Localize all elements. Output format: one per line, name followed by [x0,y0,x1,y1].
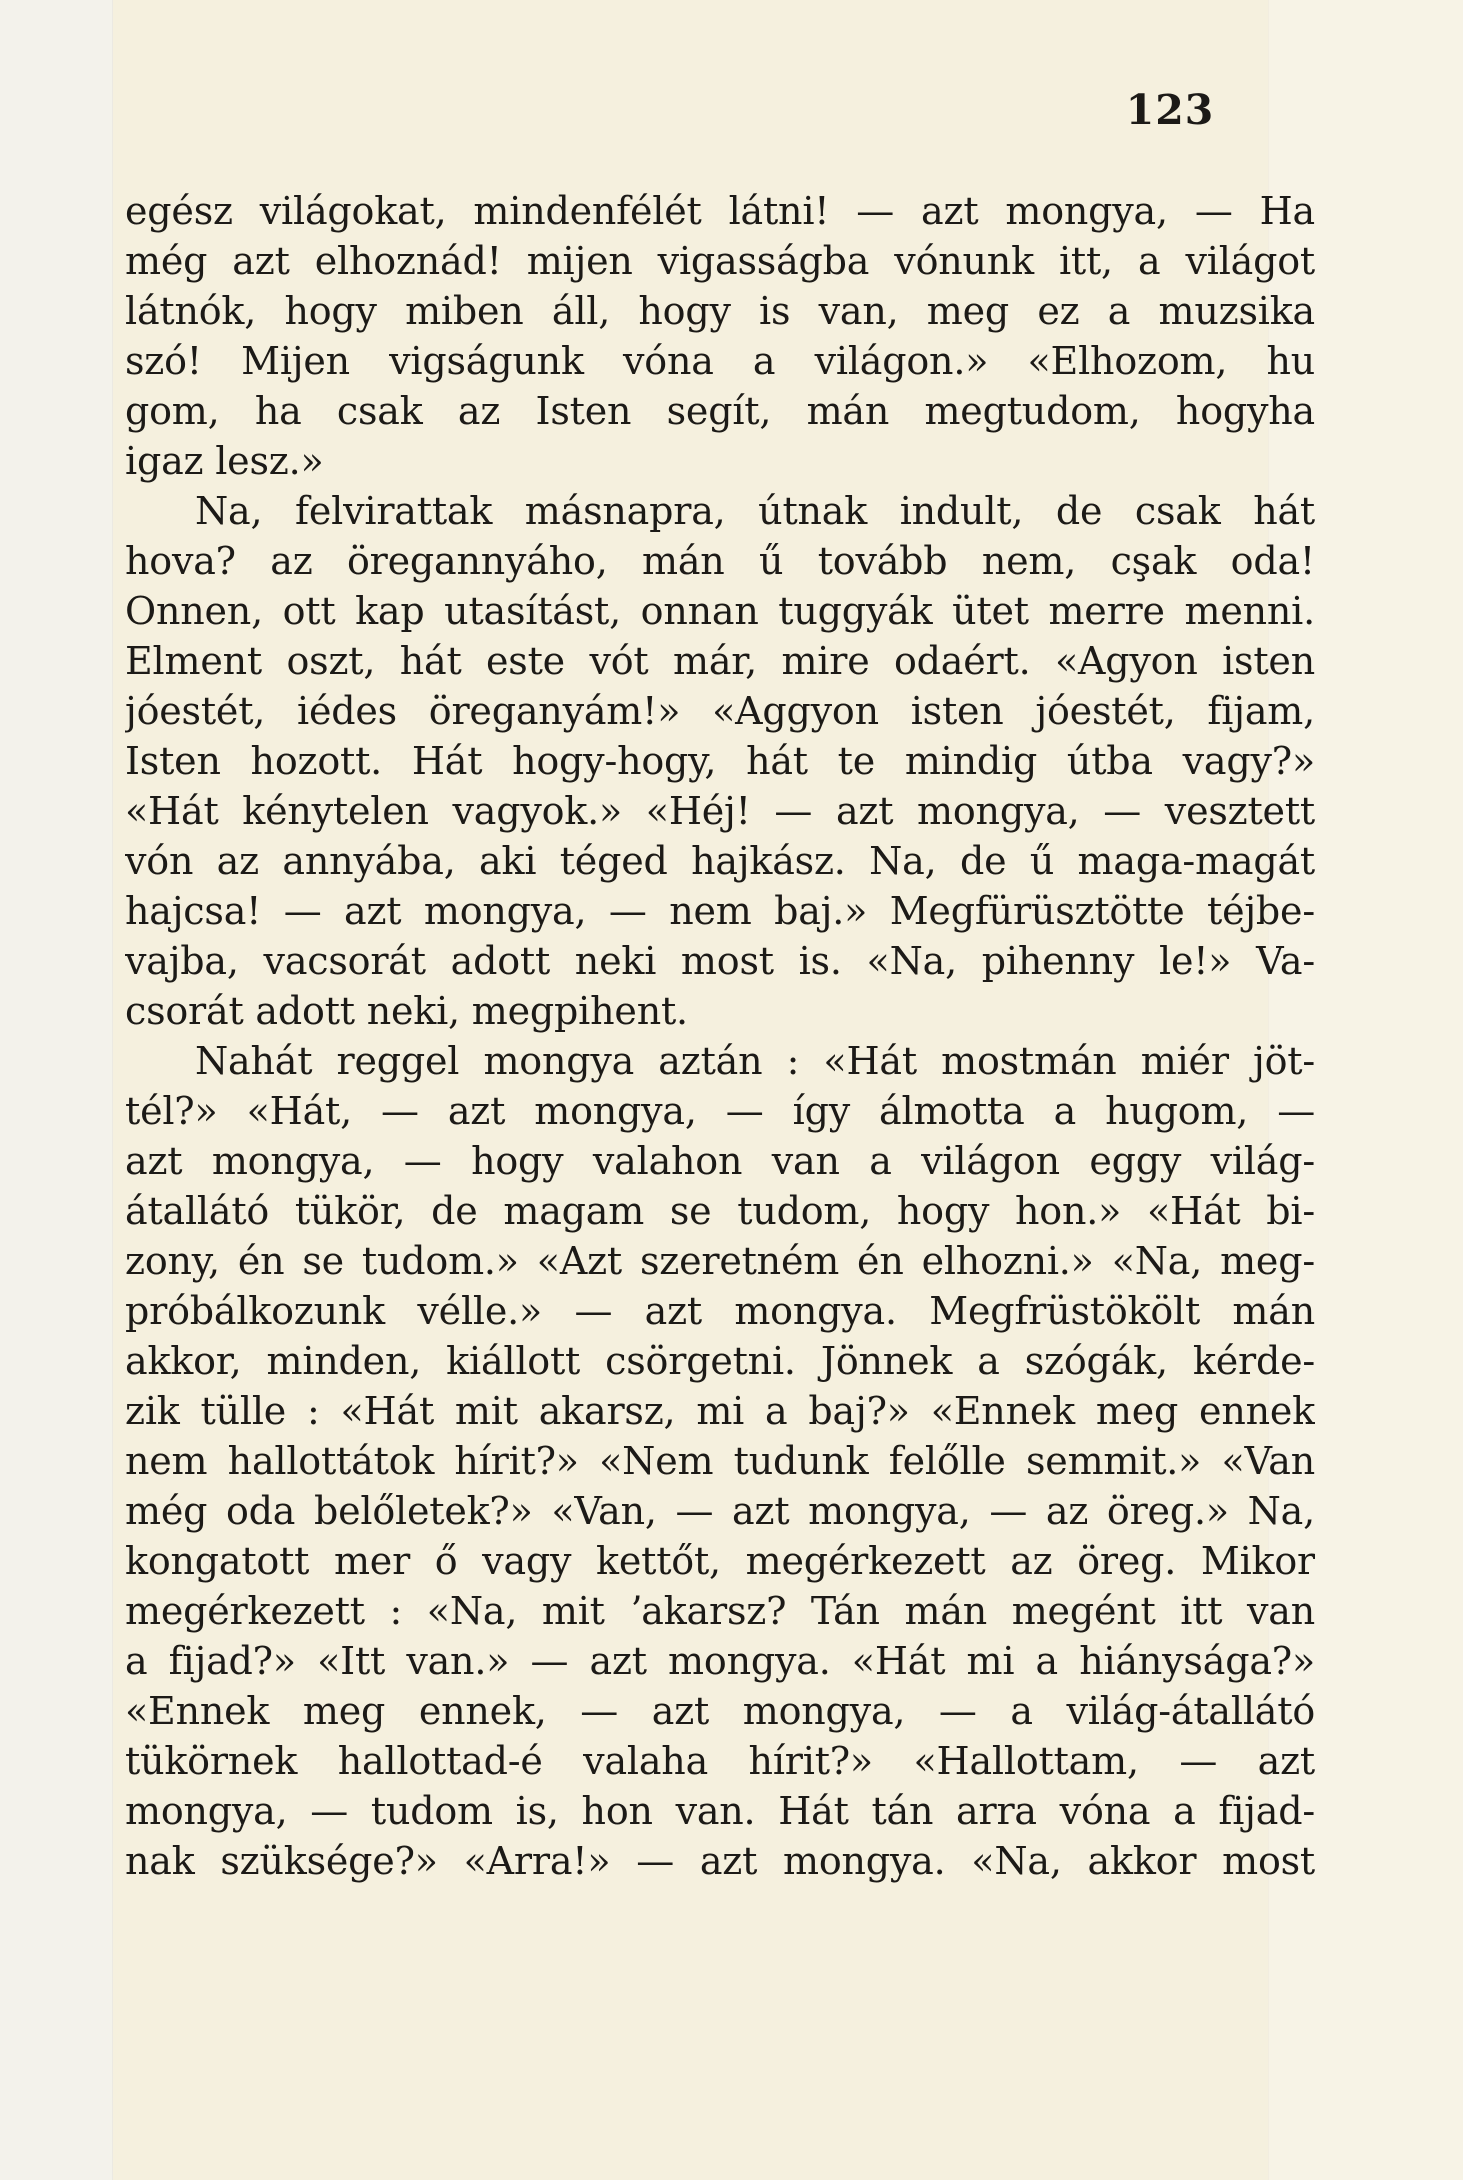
text-line: látnók, hogy miben áll, hogy is van, meg ez a muzsika [125,289,1315,333]
page-number: 123 [1125,86,1215,134]
text-line: igaz lesz.» [125,439,324,483]
text-line: gom, ha csak az Isten segít, mán megtudom, hogyha [125,389,1315,433]
text-line: «Ennek meg ennek, — azt mongya, — a világ-átallátó [125,1689,1315,1733]
text-line: hajcsa! — azt mongya, — nem baj.» Megfürüsztötte téjbe- [125,889,1315,933]
text-line: tél?» «Hát, — azt mongya, — így álmotta a hugom, — [125,1089,1315,1133]
text-line: vón az annyába, aki téged hajkász. Na, de ű maga-magát [125,839,1315,883]
text-line: Nahát reggel mongya aztán : «Hát mostmán miér jöt- [195,1039,1315,1083]
text-line: jóestét, iédes öreganyám!» «Aggyon isten jóestét, fijam, [125,689,1315,733]
text-line: még oda belőletek?» «Van, — azt mongya, — az öreg.» Na, [125,1489,1315,1533]
text-line: nem hallottátok hírit?» «Nem tudunk felőlle semmit.» «Van [125,1439,1315,1483]
text-line: mongya, — tudom is, hon van. Hát tán arra vóna a fijad- [125,1789,1315,1833]
text-line: Elment oszt, hát este vót már, mire odaért. «Agyon isten [125,639,1315,683]
text-line: «Hát kénytelen vagyok.» «Héj! — azt mongya, — vesztett [125,789,1315,833]
text-line: azt mongya, — hogy valahon van a világon eggy világ- [125,1139,1315,1183]
scan-gutter [0,0,113,2180]
text-line: csorát adott neki, megpihent. [125,989,688,1033]
text-line: megérkezett : «Na, mit ʼakarsz? Tán mán megént itt van [125,1589,1315,1633]
text-line: Na, felvirattak másnapra, útnak indult, de csak hát [195,489,1315,533]
paragraph [125,1036,1315,1886]
text-block [125,186,1315,1886]
paragraph [125,486,1315,1036]
text-line: vajba, vacsorát adott neki most is. «Na, pihenny le!» Va- [125,939,1315,983]
text-line: zony, én se tudom.» «Azt szeretném én elhozni.» «Na, meg- [125,1239,1315,1283]
text-line: még azt elhoznád! mijen vigasságba vónunk itt, a világot [125,239,1315,283]
text-line: zik tülle : «Hát mit akarsz, mi a baj?» «Ennek meg ennek [125,1389,1315,1433]
text-line: Onnen, ott kap utasítást, onnan tuggyák ütet merre menni. [125,589,1315,633]
text-line: kongatott mer ő vagy kettőt, megérkezett az öreg. Mikor [125,1539,1315,1583]
text-line: Isten hozott. Hát hogy-hogy, hát te mindig útba vagy?» [125,739,1315,783]
text-line: tükörnek hallottad-é valaha hírit?» «Hallottam, — azt [125,1739,1315,1783]
text-line: hova? az öregannyáho, mán ű tovább nem, cşak oda! [125,539,1315,583]
text-line: próbálkozunk vélle.» — azt mongya. Megfrüstökölt mán [125,1289,1315,1333]
text-line: átallátó tükör, de magam se tudom, hogy hon.» «Hát bi- [125,1189,1315,1233]
paragraph [125,186,1315,486]
text-line: egész világokat, mindenfélét látni! — azt mongya, — Ha [125,189,1315,233]
text-line: akkor, minden, kiállott csörgetni. Jönnek a szógák, kérde- [125,1339,1315,1383]
text-line: nak szüksége?» «Arra!» — azt mongya. «Na, akkor most [125,1839,1315,1883]
text-line: szó! Mijen vigságunk vóna a világon.» «Elhozom, hu [125,339,1315,383]
text-line: a fijad?» «Itt van.» — azt mongya. «Hát mi a hiánysága?» [125,1639,1315,1683]
